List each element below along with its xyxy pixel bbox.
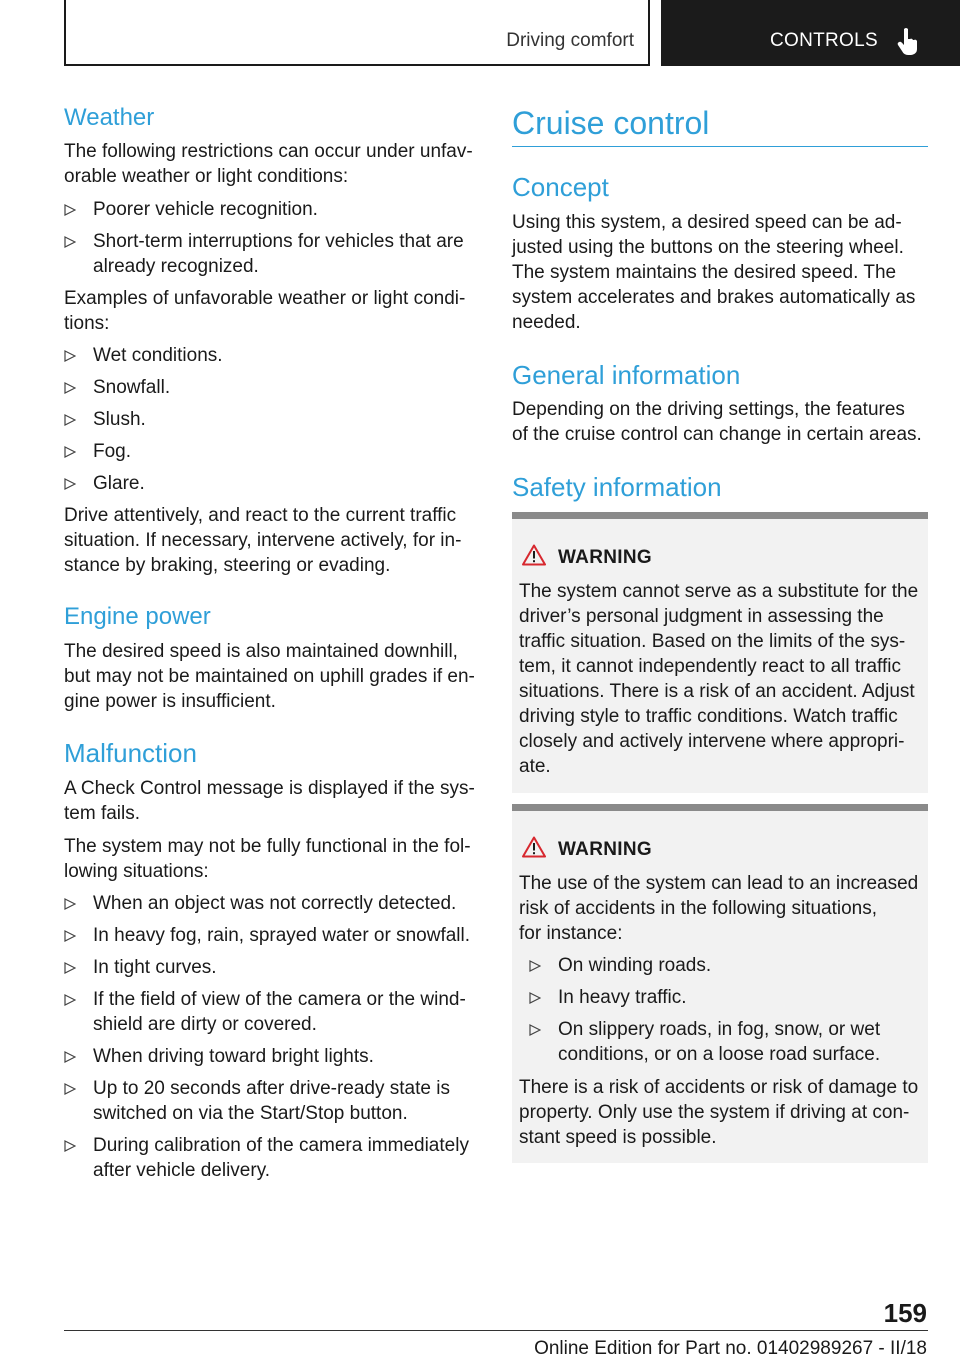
text-line: conditions, or on a loose road surface.: [558, 1044, 881, 1065]
safety-heading: Safety information: [512, 472, 722, 502]
text-line: The use of the system can lead to an increased: [519, 873, 919, 894]
text-line: Fog.: [93, 441, 132, 462]
text-line: situations. There is a risk of an accident. Adjust: [519, 681, 915, 702]
weather-heading: Weather: [64, 104, 155, 131]
text-line: On winding roads.: [558, 955, 712, 976]
text-line: stant speed is possible.: [519, 1127, 717, 1148]
list-item: [64, 891, 456, 916]
bullet-triangle-icon: [64, 994, 76, 1006]
text-line: after vehicle delivery.: [93, 1160, 271, 1181]
list-item: [64, 439, 131, 464]
text-line: driving style to traffic conditions. Watch traffic: [519, 706, 898, 727]
bullet-triangle-icon: [529, 1024, 541, 1036]
list-item: [64, 987, 466, 1037]
bullet-triangle-icon: [64, 962, 76, 974]
text-line: In heavy traffic.: [558, 987, 687, 1008]
text-line: needed.: [512, 312, 581, 333]
text-line: orable weather or light conditions:: [64, 166, 349, 187]
header-chapter-title: CONTROLS: [770, 30, 878, 51]
header-section-title: Driving comfort: [506, 30, 634, 51]
engine-heading: Engine power: [64, 603, 211, 630]
bullet-triangle-icon: [64, 898, 76, 910]
text-line: tem fails.: [64, 803, 141, 824]
weather-advice: [64, 503, 461, 578]
text-line: tions:: [64, 313, 110, 334]
bullet-triangle-icon: [64, 204, 76, 216]
warning-title: WARNING: [558, 839, 652, 860]
text-line: In tight curves.: [93, 957, 217, 978]
bullet-triangle-icon: [64, 478, 76, 490]
header-section-box: [64, 0, 650, 66]
warning-box: [512, 804, 928, 1163]
concept-heading: Concept: [512, 172, 609, 202]
bullet-triangle-icon: [64, 930, 76, 942]
warning-outro: [519, 1075, 918, 1150]
warning-intro: [519, 871, 918, 946]
text-line: The following restrictions can occur under unfav-: [64, 141, 473, 162]
text-line: shield are dirty or covered.: [93, 1014, 317, 1035]
text-line: In heavy fog, rain, sprayed water or snowfall.: [93, 925, 471, 946]
text-line: tem, it cannot independently react to all traffic: [519, 656, 901, 677]
text-line: There is a risk of accidents or risk of damage to: [519, 1077, 919, 1098]
list-item: [64, 923, 470, 948]
title-divider: [512, 146, 928, 147]
list-item: [529, 1017, 880, 1067]
text-line: Depending on the driving settings, the features: [512, 399, 905, 420]
text-line: Poorer vehicle recognition.: [93, 199, 318, 220]
text-line: switched on via the Start/Stop button.: [93, 1103, 408, 1124]
bullet-triangle-icon: [64, 1083, 76, 1095]
text-line: Drive attentively, and react to the current traffic: [64, 505, 457, 526]
text-line: risk of accidents in the following situations,: [519, 898, 878, 919]
text-line: ate.: [519, 756, 551, 777]
list-item: [64, 1044, 374, 1069]
text-line: driver’s personal judgment in assessing the: [519, 606, 884, 627]
list-item: [64, 197, 318, 222]
list-item: [529, 985, 687, 1010]
warning-text: [519, 579, 918, 779]
page-title: Cruise control: [512, 105, 710, 141]
list-item: [64, 375, 170, 400]
text-line: During calibration of the camera immediately: [93, 1135, 469, 1156]
text-line: traffic situation. Based on the limits of the sys-: [519, 631, 906, 652]
weather-examples: [64, 286, 465, 336]
text-line: The system may not be fully functional in the fol-: [64, 836, 471, 857]
malfunction-heading: Malfunction: [64, 738, 197, 768]
concept-text: [512, 210, 915, 335]
text-line: gine power is insufficient.: [64, 691, 276, 712]
text-line: If the field of view of the camera or the wind-: [93, 989, 466, 1010]
bullet-triangle-icon: [64, 236, 76, 248]
general-heading: General information: [512, 360, 741, 390]
text-line: On slippery roads, in fog, snow, or wet: [558, 1019, 881, 1040]
warning-title: WARNING: [558, 547, 652, 568]
text-line: Examples of unfavorable weather or light condi-: [64, 288, 466, 309]
list-item: [64, 955, 217, 980]
warning-triangle-icon: [522, 836, 546, 858]
text-line: Wet conditions.: [93, 345, 223, 366]
bullet-triangle-icon: [529, 960, 541, 972]
list-item: [64, 1133, 469, 1183]
text-line: of the cruise control can change in certain areas.: [512, 424, 922, 445]
list-item: [64, 343, 223, 368]
text-line: When an object was not correctly detected.: [93, 893, 457, 914]
text-line: already recognized.: [93, 256, 259, 277]
malfunction-text1: [64, 776, 475, 826]
page-number: 159: [883, 1298, 927, 1328]
bullet-triangle-icon: [64, 350, 76, 362]
bullet-triangle-icon: [64, 382, 76, 394]
warning-box: [512, 512, 928, 793]
footer-divider: [64, 1330, 928, 1331]
text-line: Using this system, a desired speed can be ad-: [512, 212, 902, 233]
warning-triangle-icon: [522, 544, 546, 566]
text-line: situation. If necessary, intervene actively, for in-: [64, 530, 462, 551]
edition-note: Online Edition for Part no. 01402989267 - II/18: [534, 1338, 927, 1359]
bullet-triangle-icon: [64, 414, 76, 426]
text-line: stance by braking, steering or evading.: [64, 555, 391, 576]
pointing-hand-icon: [896, 27, 920, 55]
text-line: lowing situations:: [64, 861, 209, 882]
bullet-triangle-icon: [64, 446, 76, 458]
bullet-triangle-icon: [64, 1140, 76, 1152]
malfunction-text2: [64, 834, 471, 884]
text-line: Slush.: [93, 409, 146, 430]
engine-text: [64, 639, 475, 714]
bullet-triangle-icon: [529, 992, 541, 1004]
text-line: justed using the buttons on the steering wheel.: [512, 237, 904, 258]
text-line: closely and actively intervene where appropri-: [519, 731, 905, 752]
general-text: [512, 397, 922, 447]
text-line: but may not be maintained on uphill grades if en-: [64, 666, 475, 687]
list-item: [64, 471, 145, 496]
text-line: When driving toward bright lights.: [93, 1046, 374, 1067]
text-line: The system cannot serve as a substitute for the: [519, 581, 919, 602]
text-line: Snowfall.: [93, 377, 171, 398]
text-line: Short-term interruptions for vehicles that are: [93, 231, 464, 252]
text-line: A Check Control message is displayed if the sys-: [64, 778, 475, 799]
list-item: [64, 229, 464, 279]
bullet-triangle-icon: [64, 1051, 76, 1063]
text-line: system accelerates and brakes automatically as: [512, 287, 916, 308]
weather-intro: [64, 139, 473, 189]
text-line: Up to 20 seconds after drive-ready state is: [93, 1078, 450, 1099]
list-item: [64, 1076, 450, 1126]
list-item: [64, 407, 146, 432]
text-line: Glare.: [93, 473, 145, 494]
text-line: property. Only use the system if driving at con-: [519, 1102, 910, 1123]
text-line: The desired speed is also maintained downhill,: [64, 641, 458, 662]
text-line: for instance:: [519, 923, 623, 944]
list-item: [529, 953, 711, 978]
text-line: The system maintains the desired speed. The: [512, 262, 897, 283]
